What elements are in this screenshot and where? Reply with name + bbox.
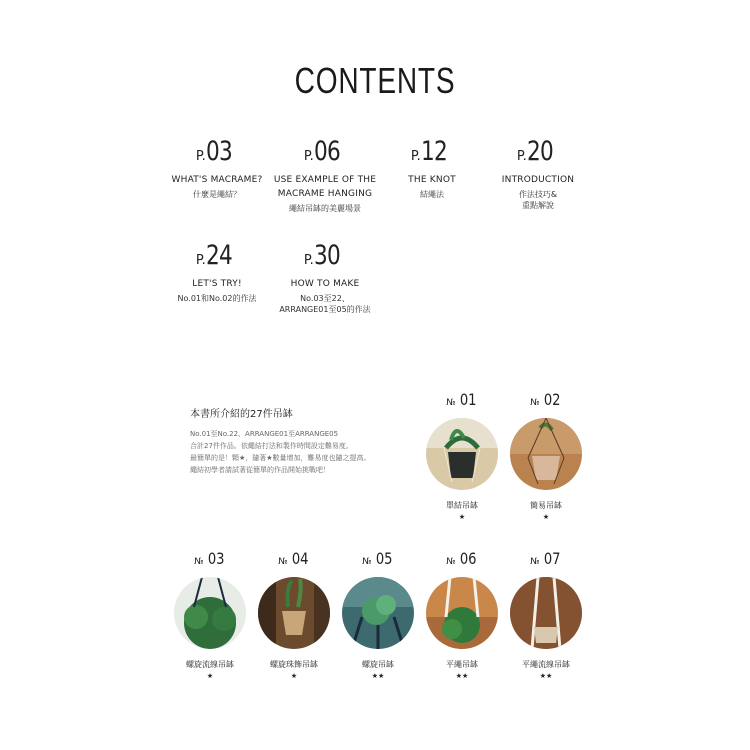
toc-title-en: WHAT'S MACRAME? — [171, 175, 263, 185]
toc-title-en: THE KNOT — [408, 175, 456, 185]
difficulty-stars: ★★ — [371, 672, 385, 680]
plant-photo — [342, 577, 414, 649]
toc-title-en: INTRODUCTION — [501, 175, 575, 185]
item-name: 平繩吊缽 — [446, 660, 478, 669]
difficulty-stars: ★ — [290, 672, 298, 680]
item-number: № 02 — [530, 390, 561, 409]
item-name: 螺旋吊缽 — [362, 660, 394, 669]
item-number: № 05 — [362, 549, 393, 568]
toc-entry-20[interactable] — [478, 138, 598, 211]
item-02[interactable] — [504, 390, 588, 521]
toc-title-zh: No.01和No.02的作法 — [177, 294, 257, 303]
toc-title-zh: 結繩法 — [420, 190, 444, 199]
plant-photo — [510, 577, 582, 649]
item-name: 平繩流線吊缽 — [522, 660, 570, 669]
toc-title-zh: 繩結吊缽的美麗場景 — [289, 204, 361, 213]
item-number: № 04 — [278, 549, 309, 568]
page-title: CONTENTS — [294, 60, 456, 101]
toc-title-zh: No.03至22、 ARRANGE01至05的作法 — [279, 294, 371, 314]
toc-title-zh: 什麼是繩結？ — [193, 190, 241, 199]
difficulty-stars: ★ — [458, 513, 466, 521]
item-03[interactable] — [168, 549, 252, 680]
toc-page-number: P.20 — [516, 136, 553, 167]
intro-body: No.01至No.22、ARRANGE01至ARRANGE05 合計27件作品。依繩結打法和製作時間設定難易度。 最簡單的是！顆★，隨著★數量增加，難易度也隨之提高。 繩結初學者請試著從簡單的作品開始挑戰吧！ — [190, 430, 371, 474]
plant-photo — [426, 418, 498, 490]
item-07[interactable] — [504, 549, 588, 680]
plant-photo — [426, 577, 498, 649]
toc-title-en: USE EXAMPLE OF THE MACRAME HANGING — [273, 175, 377, 199]
item-name: 簡易吊缽 — [530, 501, 562, 510]
toc-page-number: P.03 — [195, 136, 232, 167]
toc-page-number: P.30 — [303, 240, 340, 271]
item-number: № 01 — [446, 390, 477, 409]
item-04[interactable] — [252, 549, 336, 680]
item-name: 螺旋珠飾吊缽 — [270, 660, 318, 669]
toc-title-zh: 作法技巧& 重點解說 — [518, 190, 558, 210]
item-number: № 07 — [530, 549, 561, 568]
toc-title-en: LET'S TRY! — [192, 279, 242, 289]
item-name: 單結吊缽 — [446, 501, 478, 510]
difficulty-stars: ★ — [542, 513, 550, 521]
plant-photo — [258, 577, 330, 649]
toc-entry-30[interactable] — [265, 242, 385, 315]
toc-entry-24[interactable] — [157, 242, 277, 304]
intro-heading: 本書所介紹的27件吊缽 — [190, 409, 293, 420]
plant-photo — [174, 577, 246, 649]
item-05[interactable] — [336, 549, 420, 680]
item-06[interactable] — [420, 549, 504, 680]
item-01[interactable] — [420, 390, 504, 521]
difficulty-stars: ★ — [206, 672, 214, 680]
difficulty-stars: ★★ — [539, 672, 553, 680]
toc-entry-06[interactable] — [265, 138, 385, 214]
plant-photo — [510, 418, 582, 490]
toc-title-en: HOW TO MAKE — [290, 279, 360, 289]
item-number: № 06 — [446, 549, 477, 568]
toc-entry-12[interactable] — [372, 138, 492, 200]
toc-page-number: P.06 — [303, 136, 340, 167]
item-number: № 03 — [194, 549, 225, 568]
toc-entry-03[interactable] — [157, 138, 277, 200]
toc-page-number: P.12 — [410, 136, 447, 167]
difficulty-stars: ★★ — [455, 672, 469, 680]
toc-page-number: P.24 — [195, 240, 232, 271]
item-name: 螺旋流線吊缽 — [186, 660, 234, 669]
